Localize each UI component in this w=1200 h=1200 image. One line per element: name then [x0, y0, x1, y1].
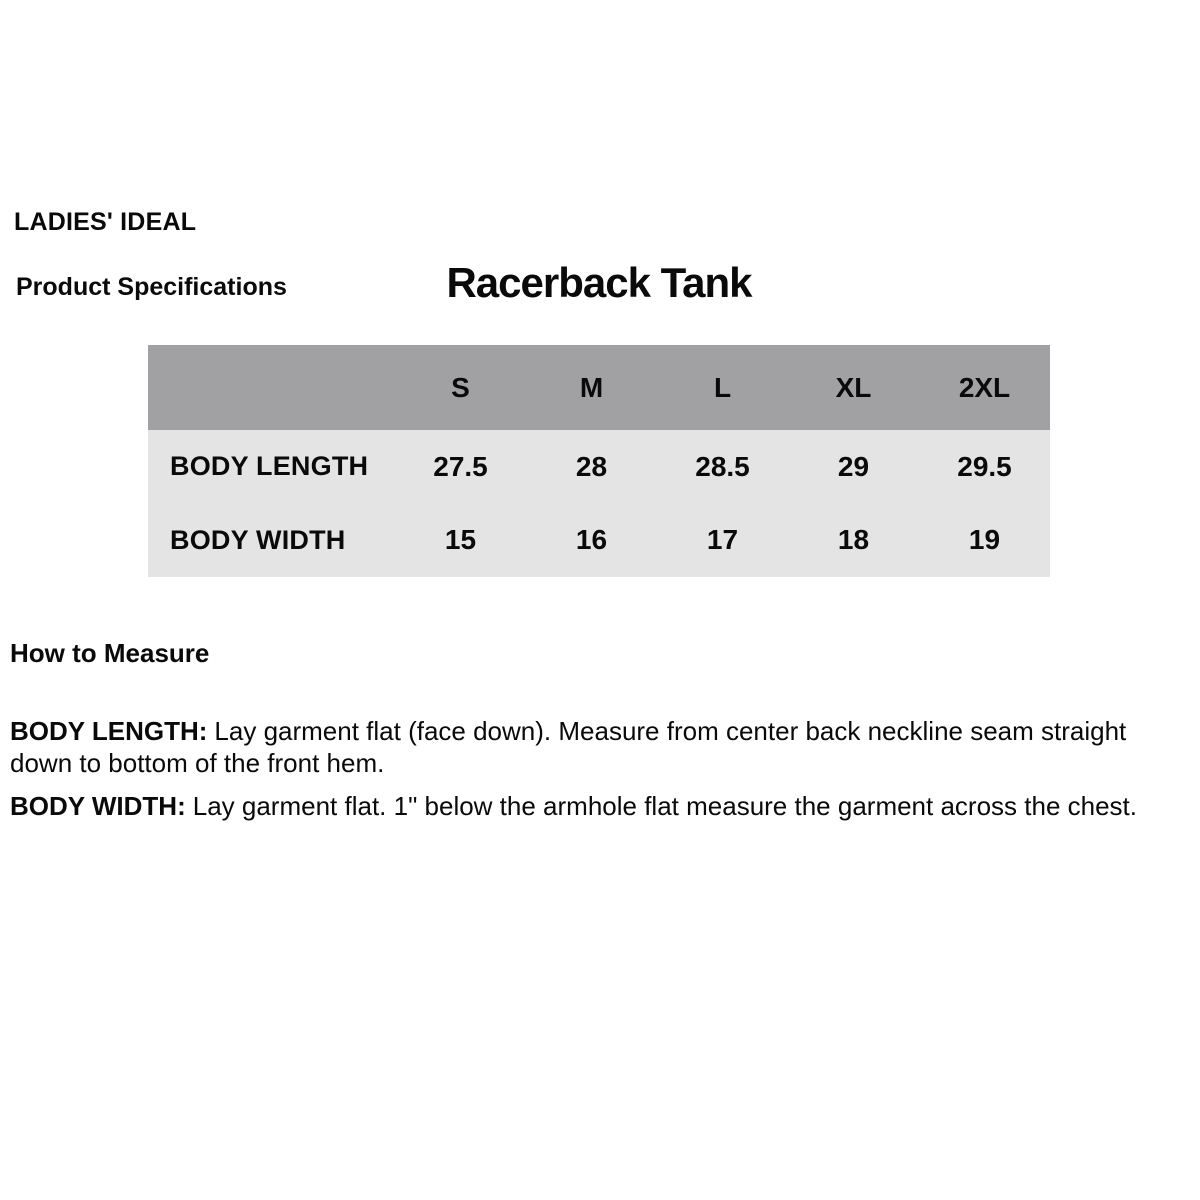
body-length-term: BODY LENGTH: [10, 716, 208, 746]
spec-value-cell: 18 [837, 524, 870, 556]
table-row-body-length [148, 430, 1050, 504]
row-label-body-length: BODY LENGTH [170, 451, 369, 482]
spec-value-cell: 29 [837, 450, 870, 482]
size-column-header-xl: XL [835, 371, 872, 403]
section-label: Product Specifications [16, 273, 287, 301]
body-length-instruction [10, 715, 1188, 779]
size-column-header-l: L [713, 371, 732, 403]
spec-value-cell: 29.5 [957, 450, 1012, 482]
size-column-header-m: M [579, 371, 604, 403]
how-to-measure-text [10, 715, 1188, 822]
size-column-header-2xl: 2XL [958, 371, 1011, 403]
spec-value-cell: 19 [968, 524, 1001, 556]
body-width-instruction [10, 790, 1188, 822]
spec-value-cell: 27.5 [433, 450, 488, 482]
spec-value-cell: 17 [706, 524, 739, 556]
spec-table [148, 345, 1050, 577]
body-width-term: BODY WIDTH: [10, 791, 186, 821]
spec-table-header-row [148, 345, 1050, 430]
size-column-header-s: S [451, 371, 470, 403]
table-row-body-width [148, 504, 1050, 578]
product-title: Racerback Tank [446, 259, 752, 306]
body-width-description: Lay garment flat. 1" below the armhole flat measure the garment across the chest. [192, 791, 1137, 821]
spec-value-cell: 28.5 [695, 450, 750, 482]
body-length-description: Lay garment flat (face down). Measure from center back neckline seam straight down to bottom of the front hem. [10, 716, 1127, 778]
how-to-measure-heading: How to Measure [10, 638, 210, 668]
spec-value-cell: 28 [575, 450, 608, 482]
spec-value-cell: 15 [444, 524, 477, 556]
brand-title: LADIES' IDEAL [14, 208, 197, 236]
spec-value-cell: 16 [575, 524, 608, 556]
row-label-body-width: BODY WIDTH [170, 524, 346, 555]
